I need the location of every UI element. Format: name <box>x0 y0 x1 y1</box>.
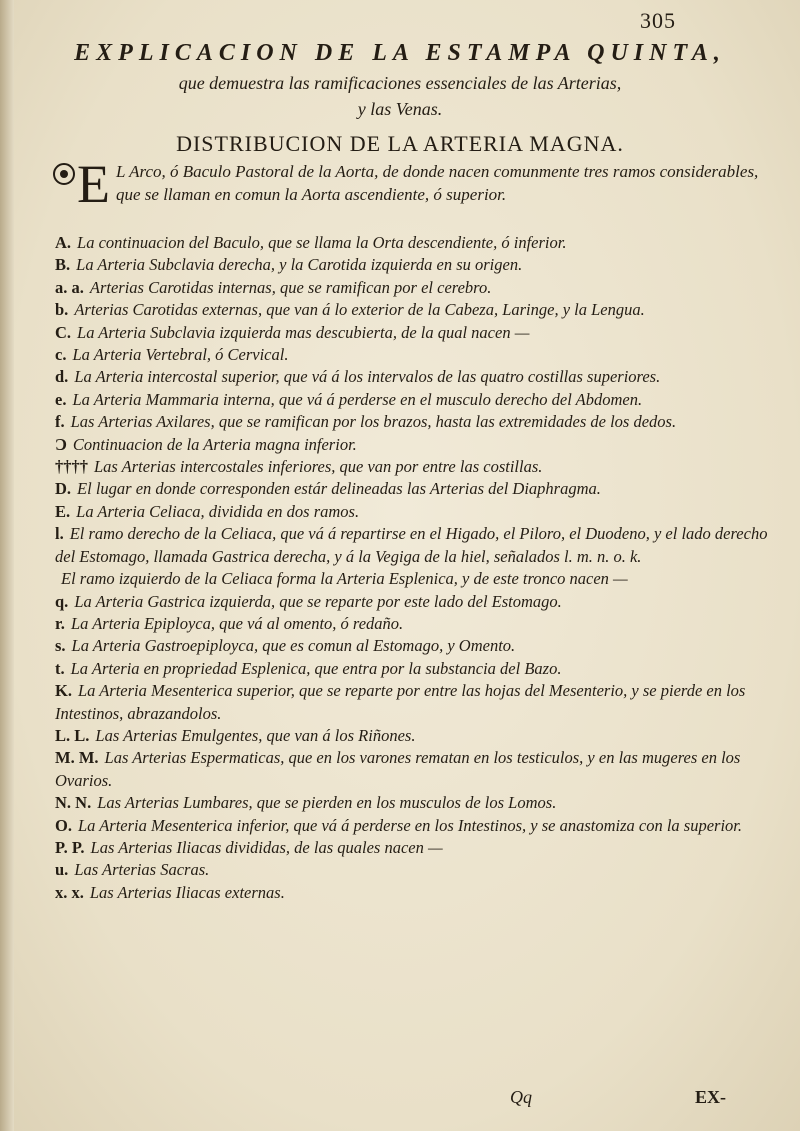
entry-label: s. <box>55 636 66 656</box>
entry-label: N. N. <box>55 793 92 813</box>
entry-label: t. <box>55 658 65 678</box>
entry-row <box>55 591 770 613</box>
entry-text: La Arteria Celiaca, dividida en dos ramos. <box>76 501 360 521</box>
entry-row <box>55 434 770 456</box>
entry-label: c. <box>55 345 67 365</box>
entry-label: e. <box>55 389 67 409</box>
entry-label: l. <box>55 524 64 544</box>
entry-text: El lugar en donde corresponden estár delineadas las Arterias del Diaphragma. <box>77 479 601 499</box>
entry-row <box>55 815 770 837</box>
entry-text: La Arteria Subclavia izquierda mas descubierta, de la qual nacen — <box>77 322 530 342</box>
entry-text: La Arteria Subclavia derecha, y la Carotida izquierda en su origen. <box>76 255 523 275</box>
entry-text: La Arteria Mesenterica superior, que se reparte por entre las hojas del Mesenterio, y se pierde en los Intestinos, abrazandolos. <box>55 681 746 723</box>
entry-text: Las Arterias Emulgentes, que van á los Riñones. <box>95 725 416 745</box>
entry-row <box>55 613 770 635</box>
entry-row <box>55 725 770 747</box>
entry-text: La Arteria intercostal superior, que vá á los intervalos de las quatro costillas superiores. <box>74 367 661 387</box>
entry-label: O. <box>55 815 72 835</box>
entry-text: Arterias Carotidas internas, que se ramifican por el cerebro. <box>89 277 492 297</box>
entry-label: q. <box>55 591 69 611</box>
entry-label: E. <box>55 501 71 521</box>
entry-row <box>55 344 770 366</box>
entry-text: La Arteria Mammaria interna, que vá á perderse en el musculo derecho del Abdomen. <box>72 389 643 409</box>
entry-row <box>55 299 770 321</box>
entry-row <box>55 680 770 725</box>
intro-text: L Arco, ó Baculo Pastoral de la Aorta, de donde nacen comunmente tres ramos considerables, que se llaman en comun la Aorta ascendiente, ó superior. <box>116 162 759 204</box>
entry-text: La Arteria Vertebral, ó Cervical. <box>72 345 289 365</box>
entry-label: P. P. <box>55 837 85 857</box>
entry-row <box>55 366 770 388</box>
subheading-line-1: que demuestra las ramificaciones essenciales de las Arterias, <box>178 73 622 93</box>
entry-label: b. <box>55 300 69 320</box>
entry-row <box>55 635 770 657</box>
entry-row <box>55 859 770 881</box>
drop-initial: E <box>77 154 110 214</box>
entry-row <box>55 747 770 792</box>
entry-label: D. <box>55 479 72 499</box>
entry-label: Ɔ <box>55 434 67 454</box>
page-gutter <box>0 0 14 1131</box>
entry-label: L. L. <box>55 725 90 745</box>
entry-row <box>55 322 770 344</box>
page-heading: EXPLICACION DE LA ESTAMPA QUINTA, <box>74 40 726 66</box>
signature-mark: Qq <box>510 1087 532 1107</box>
entry-text: Las Arterias Axilares, que se ramifican por los brazos, hasta las extremidades de los dedos. <box>70 412 677 432</box>
entry-text: Arterias Carotidas externas, que van á lo exterior de la Cabeza, Laringe, y la Lengua. <box>74 300 645 320</box>
entry-text: Las Arterias Espermaticas, que en los varones rematan en los testiculos, y en las mugeres en los Ovarios. <box>55 748 741 790</box>
entry-label: d. <box>55 367 69 387</box>
entry-label: †††† <box>55 457 88 477</box>
entry-label: f. <box>55 412 65 432</box>
entry-text: Las Arterias Sacras. <box>74 860 210 880</box>
entry-text: La Arteria en propriedad Esplenica, que entra por la substancia del Bazo. <box>70 658 562 678</box>
entry-row <box>55 568 770 590</box>
entry-label: K. <box>55 681 72 701</box>
entry-row <box>55 254 770 276</box>
entry-text: La Arteria Gastrica izquierda, que se reparte por este lado del Estomago. <box>74 591 562 611</box>
entry-label: x. x. <box>55 882 84 902</box>
entry-row <box>55 523 770 568</box>
entry-row <box>55 277 770 299</box>
entry-text: El ramo izquierdo de la Celiaca forma la Arteria Esplenica, y de este tronco nacen — <box>61 569 628 589</box>
page-number: 305 <box>640 8 676 33</box>
entry-row <box>55 837 770 859</box>
entry-row <box>55 882 770 904</box>
entry-text: Continuacion de la Arteria magna inferior. <box>72 434 357 454</box>
entry-row <box>55 501 770 523</box>
entry-text: La Arteria Mesenterica inferior, que vá á perderse en los Intestinos, y se anastomiza con la superior. <box>77 815 743 835</box>
page-subheading <box>20 70 780 122</box>
catchword: EX- <box>695 1087 726 1107</box>
entry-label: C. <box>55 322 72 342</box>
entry-label: M. M. <box>55 748 99 768</box>
entry-label: r. <box>55 613 65 633</box>
entry-row <box>55 232 770 254</box>
entry-row <box>55 658 770 680</box>
entry-text: Las Arterias Iliacas divididas, de las quales nacen — <box>90 837 443 857</box>
entry-row <box>55 389 770 411</box>
entry-list <box>55 232 770 904</box>
entry-label: A. <box>55 233 72 252</box>
entry-text: La Arteria Gastroepiployca, que es comun al Estomago, y Omento. <box>71 636 516 656</box>
entry-row <box>55 456 770 478</box>
entry-text: La continuacion del Baculo, que se llama la Orta descendiente, ó inferior. <box>77 233 567 252</box>
entry-row <box>55 478 770 500</box>
entry-label: a. a. <box>55 277 84 297</box>
entry-text: Las Arterias Iliacas externas. <box>89 882 285 902</box>
entry-row <box>55 792 770 814</box>
entry-text: La Arteria Epiployca, que vá al omento, ó redaño. <box>70 613 404 633</box>
entry-text: El ramo derecho de la Celiaca, que vá á repartirse en el Higado, el Piloro, el Duodeno, y el lado derecho del Estomago, llamada Gastrica derecha, y á la Vegiga de la hiel, señalados l. m. n. o. k. <box>55 524 768 566</box>
entry-label: u. <box>55 860 69 880</box>
entry-text: Las Arterias Lumbares, que se pierden en los musculos de los Lomos. <box>97 793 557 813</box>
section-title: DISTRIBUCION DE LA ARTERIA MAGNA. <box>176 131 624 156</box>
intro-paragraph <box>55 154 765 214</box>
entry-label: B. <box>55 255 71 275</box>
entry-text: Las Arterias intercostales inferiores, que van por entre las costillas. <box>94 457 543 477</box>
entry-row <box>55 411 770 433</box>
subheading-line-2: y las Venas. <box>357 99 443 119</box>
